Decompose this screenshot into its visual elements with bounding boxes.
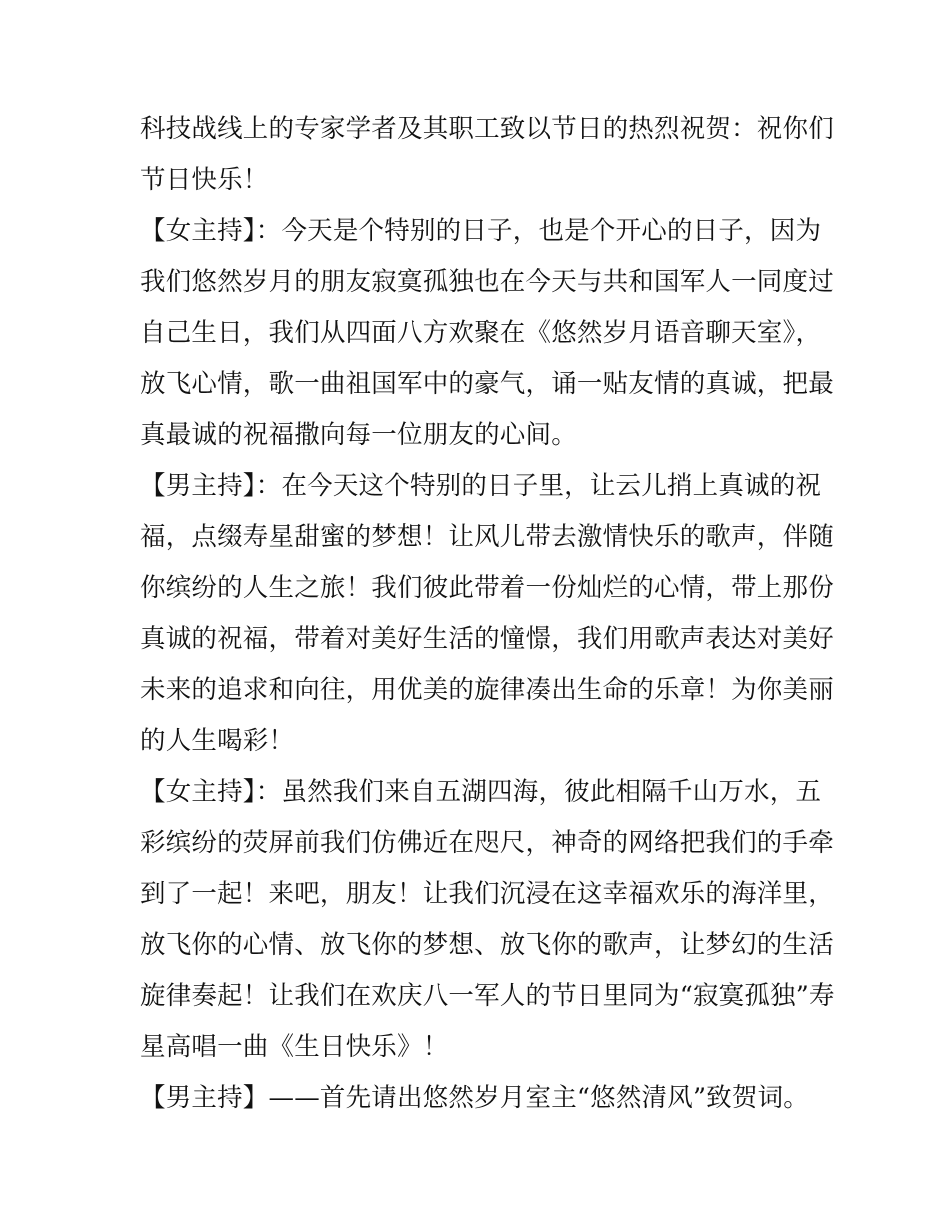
text-line: 彩缤纷的荧屏前我们仿佛近在咫尺，神奇的网络把我们的手牵 bbox=[140, 828, 834, 858]
text-line: 真诚的祝福，带着对美好生活的憧憬，我们用歌声表达对美好 bbox=[140, 624, 834, 654]
text-line: 【女主持】：今天是个特别的日子，也是个开心的日子，因为 bbox=[140, 216, 822, 246]
text-line: 真最诚的祝福撒向每一位朋友的心间。 bbox=[140, 420, 577, 450]
text-line: 放飞你的心情、放飞你的梦想、放飞你的歌声，让梦幻的生活 bbox=[140, 930, 834, 960]
text-line: 放飞心情，歌一曲祖国军中的豪气，诵一贴友情的真诚，把最 bbox=[140, 369, 834, 399]
text-line: 你缤纷的人生之旅！我们彼此带着一份灿烂的心情，带上那份 bbox=[140, 573, 834, 603]
text-line: 到了一起！来吧，朋友！让我们沉浸在这幸福欢乐的海洋里， bbox=[140, 879, 834, 909]
text-line: 星高唱一曲《生日快乐》！ bbox=[140, 1032, 449, 1062]
text-line: 我们悠然岁月的朋友寂寞孤独也在今天与共和国军人一同度过 bbox=[140, 267, 834, 297]
text-line: 自己生日，我们从四面八方欢聚在《悠然岁月语音聊天室》， bbox=[140, 318, 822, 348]
text-line: 【男主持】：在今天这个特别的日子里，让云儿捎上真诚的祝 bbox=[140, 471, 822, 501]
text-line: 未来的追求和向往，用优美的旋律凑出生命的乐章！为你美丽 bbox=[140, 675, 834, 705]
text-line: 科技战线上的专家学者及其职工致以节日的热烈祝贺：祝你们 bbox=[140, 114, 834, 144]
text-line: 旋律奏起！让我们在欢庆八一军人的节日里同为“寂寞孤独”寿 bbox=[140, 981, 835, 1011]
text-line: 【男主持】——首先请出悠然岁月室主“悠然清风”致贺词。 bbox=[140, 1083, 809, 1113]
text-line: 【女主持】：虽然我们来自五湖四海，彼此相隔千山万水，五 bbox=[140, 777, 822, 807]
text-line: 福，点缀寿星甜蜜的梦想！让风儿带去激情快乐的歌声，伴随 bbox=[140, 522, 834, 552]
text-line: 节日快乐！ bbox=[140, 165, 269, 195]
body-text bbox=[140, 104, 835, 1124]
text-line: 的人生喝彩！ bbox=[140, 726, 295, 756]
